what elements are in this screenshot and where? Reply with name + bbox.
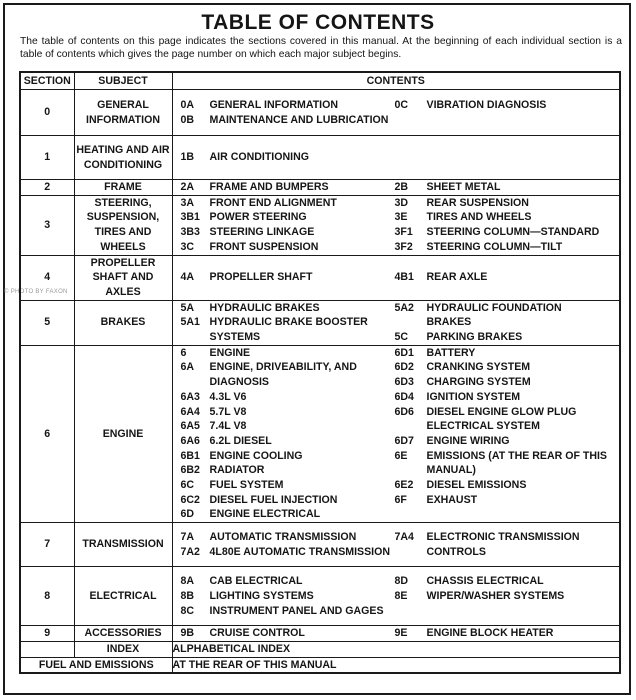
contents-entry [173,463,395,478]
entry-code: 3B3 [180,226,200,239]
entry-title: 5.7L V8 [209,405,247,418]
entry-title: INSTRUMENT PANEL AND GAGES [209,604,384,617]
entry-title: POWER STEERING [209,211,307,224]
entry-title: EXHAUST [426,493,478,506]
entry-code: 3E [394,211,408,224]
section-number: 6 [20,345,74,522]
contents-entry [395,196,609,211]
contents-entry [173,390,395,405]
fuel-emissions-row [20,657,620,673]
entry-title: RADIATOR [209,464,265,477]
entry-code: 8B [180,589,195,602]
section-number: 3 [20,195,74,255]
entry-code: 4A [180,271,195,284]
contents-entry [173,478,395,493]
contents-entry [173,589,395,604]
contents-entry [395,346,609,361]
entry-code: 6A5 [180,420,200,433]
section-contents [172,195,620,255]
contents-entry [395,574,609,589]
entry-title: TIRES AND WHEELS [426,211,532,224]
entry-title: PROPELLER SHAFT [209,271,313,284]
entry-code: 6C2 [180,493,200,506]
entry-code: 6B2 [180,464,200,477]
contents-entry [395,360,609,375]
entry-code: 6B1 [180,449,200,462]
contents-column-right [395,270,609,285]
fuel-emissions-label: FUEL AND EMISSIONS [20,657,172,673]
entry-title: GENERAL INFORMATION [209,98,338,111]
section-contents [172,255,620,300]
page-title: TABLE OF CONTENTS [201,11,435,34]
header-row [20,72,620,90]
entry-title: DIESEL ENGINE GLOW PLUG ELECTRICAL SYSTEM [426,405,577,433]
entry-title: 6.2L DIESEL [209,434,272,447]
entry-title: 4L80E AUTOMATIC TRANSMISSION [209,545,391,558]
section-number: 0 [20,90,74,136]
contents-entry [173,604,395,619]
entry-code: 6A [180,361,195,374]
contents-entry [395,330,609,345]
contents-column-right [395,98,609,113]
entry-code: 0A [180,98,195,111]
entry-code: 3C [180,240,195,253]
contents-column-left [173,98,395,127]
section-subject: ELECTRICAL [74,567,172,626]
section-contents [172,300,620,345]
contents-entry [173,626,395,641]
contents-entry [395,240,609,255]
section-subject: HEATING AND AIR CONDITIONING [74,136,172,180]
section-row [20,90,620,136]
entry-title: FUEL SYSTEM [209,479,284,492]
contents-column-left [173,150,395,165]
contents-entry [173,225,395,240]
section-subject: TRANSMISSION [74,523,172,567]
section-row [20,567,620,626]
section-subject: ENGINE [74,345,172,522]
entry-code: 6D4 [394,390,414,403]
contents-entry [395,225,609,240]
entry-title: STEERING COLUMN—STANDARD [426,226,600,239]
entry-code: 0B [180,113,195,126]
section-number: 2 [20,180,74,196]
section-contents [172,567,620,626]
section-row [20,180,620,196]
contents-column-right [395,574,609,603]
entry-title: HYDRAULIC FOUNDATION BRAKES [426,301,562,329]
entry-title: WIPER/WASHER SYSTEMS [426,589,565,602]
entry-title: HYDRAULIC BRAKE BOOSTER SYSTEMS [209,316,368,344]
entry-title: ENGINE COOLING [209,449,303,462]
entry-title: CHASSIS ELECTRICAL [426,575,544,588]
contents-entry [395,180,609,195]
index-subject: INDEX [74,641,172,657]
section-subject: BRAKES [74,300,172,345]
section-contents [172,136,620,180]
contents-entry [173,530,395,545]
section-subject: ACCESSORIES [74,626,172,642]
entry-title: MAINTENANCE AND LUBRICATION [209,113,389,126]
entry-code: 6E [394,449,408,462]
contents-entry [173,434,395,449]
section-row [20,626,620,642]
contents-entry [173,449,395,464]
section-row [20,255,620,300]
entry-code: 1B [180,151,195,164]
header-subject: SUBJECT [74,72,172,90]
entry-code: 6D6 [394,405,414,418]
entry-title: 7.4L V8 [209,420,247,433]
contents-entry [173,180,395,195]
entry-code: 2A [180,181,195,193]
entry-title: LIGHTING SYSTEMS [209,589,314,602]
contents-entry [173,360,395,389]
entry-code: 6D2 [394,361,414,374]
entry-code: 0C [394,98,409,111]
section-subject: STEERING, SUSPENSION, TIRES AND WHEELS [74,195,172,255]
entry-code: 9E [394,627,408,640]
entry-code: 6D3 [394,376,414,389]
entry-code: 3A [180,196,195,209]
header-contents: CONTENTS [172,72,620,90]
entry-title: VIBRATION DIAGNOSIS [426,98,547,111]
entry-title: EMISSIONS (AT THE REAR OF THIS MANUAL) [426,449,607,477]
entry-title: CRANKING SYSTEM [426,361,531,374]
contents-column-left [173,180,395,195]
contents-entry [173,196,395,211]
contents-column-left [173,196,395,255]
contents-entry [395,301,609,330]
entry-code: 6D7 [394,434,414,447]
entry-title: PARKING BRAKES [426,331,523,344]
entry-code: 7A4 [394,530,414,543]
section-subject: GENERAL INFORMATION [74,90,172,136]
contents-column-left [173,626,395,641]
entry-title: FRONT SUSPENSION [209,240,319,253]
index-row [20,641,620,657]
entry-code: 4B1 [394,271,414,284]
entry-title: REAR AXLE [426,271,488,284]
entry-code: 5A [180,301,195,314]
contents-column-right [395,346,609,508]
entry-code: 8E [394,589,408,602]
contents-entry [395,589,609,604]
section-number: 9 [20,626,74,642]
contents-entry [395,493,609,508]
entry-title: CHARGING SYSTEM [426,376,531,389]
entry-title: AUTOMATIC TRANSMISSION [209,530,357,543]
contents-entry [173,270,395,285]
contents-column-right [395,530,609,559]
contents-entry [173,301,395,316]
contents-entry [173,507,395,522]
entry-code: 6D [180,508,195,521]
contents-entry [395,449,609,478]
contents-column-right [395,180,609,195]
entry-code: 6E2 [394,479,414,492]
entry-code: 6D1 [394,346,414,359]
contents-entry [173,98,395,113]
entry-code: 7A2 [180,545,200,558]
entry-code: 5C [394,331,409,344]
contents-entry [173,545,395,560]
contents-entry [173,405,395,420]
index-section-cell [20,641,74,657]
header-section: SECTION [20,72,74,90]
section-number: 7 [20,523,74,567]
section-number: 4 [20,255,74,300]
contents-entry [395,270,609,285]
contents-column-right [395,301,609,345]
index-contents: ALPHABETICAL INDEX [172,641,620,657]
section-number: 8 [20,567,74,626]
section-contents [172,180,620,196]
entry-code: 6A6 [180,434,200,447]
entry-code: 5A1 [180,316,200,329]
contents-entry [395,626,609,641]
contents-column-right [395,196,609,255]
entry-code: 7A [180,530,195,543]
contents-entry [173,493,395,508]
entry-code: 3D [394,196,409,209]
contents-entry [395,390,609,405]
entry-code: 6A4 [180,405,200,418]
entry-code: 5A2 [394,301,414,314]
entry-code: 3F1 [394,226,413,239]
contents-entry [395,405,609,434]
entry-title: FRONT END ALIGNMENT [209,196,337,209]
entry-title: DIESEL FUEL INJECTION [209,493,338,506]
fuel-emissions-contents: AT THE REAR OF THIS MANUAL [172,657,620,673]
entry-title: REAR SUSPENSION [426,196,529,209]
entry-title: ENGINE ELECTRICAL [209,508,321,521]
entry-title: CAB ELECTRICAL [209,575,303,588]
intro-paragraph: The table of contents on this page indicates the sections covered in this manual. At the beginning of each individual section is a table of contents which gives the page number on which each major subject begins. [20,36,622,60]
section-contents [172,523,620,567]
entry-title: ENGINE [209,346,251,359]
entry-title: CRUISE CONTROL [209,627,305,640]
section-subject: PROPELLER SHAFT AND AXLES [74,255,172,300]
entry-title: ENGINE BLOCK HEATER [426,627,554,640]
section-contents [172,626,620,642]
entry-code: 9B [180,627,195,640]
contents-column-left [173,530,395,559]
entry-title: IGNITION SYSTEM [426,390,521,403]
contents-column-right [395,626,609,641]
entry-title: SHEET METAL [426,181,501,193]
entry-code: 3B1 [180,211,200,224]
entry-code: 2B [394,181,409,193]
contents-entry [173,150,395,165]
entry-code: 8D [394,575,409,588]
section-row [20,136,620,180]
section-contents [172,345,620,522]
section-subject: FRAME [74,180,172,196]
contents-entry [173,419,395,434]
contents-entry [173,113,395,128]
entry-title: 4.3L V6 [209,390,247,403]
contents-table [19,71,621,674]
entry-code: 6A3 [180,390,200,403]
contents-entry [395,530,609,559]
contents-column-left [173,346,395,522]
section-row [20,195,620,255]
entry-code: 3F2 [394,240,413,253]
contents-entry [395,375,609,390]
entry-title: AIR CONDITIONING [209,151,309,164]
section-number: 5 [20,300,74,345]
section-number: 1 [20,136,74,180]
contents-entry [395,478,609,493]
entry-code: 8A [180,575,195,588]
entry-code: 6 [180,346,187,359]
contents-entry [173,315,395,344]
contents-entry [173,574,395,589]
entry-title: HYDRAULIC BRAKES [209,301,320,314]
entry-title: FRAME AND BUMPERS [209,181,329,193]
section-row [20,523,620,567]
entry-title: ELECTRONIC TRANSMISSION CONTROLS [426,530,580,558]
entry-title: ENGINE, DRIVEABILITY, AND DIAGNOSIS [209,361,357,389]
section-row [20,345,620,522]
contents-entry [395,434,609,449]
section-contents [172,90,620,136]
entry-title: STEERING LINKAGE [209,226,315,239]
entry-title: STEERING COLUMN—TILT [426,240,563,253]
contents-entry [395,98,609,113]
contents-entry [395,210,609,225]
entry-title: DIESEL EMISSIONS [426,479,527,492]
entry-title: ENGINE WIRING [426,434,510,447]
entry-code: 8C [180,604,195,617]
contents-entry [173,240,395,255]
contents-column-left [173,574,395,618]
contents-column-left [173,301,395,345]
contents-entry [173,346,395,361]
entry-code: 6C [180,479,195,492]
entry-code: 6F [394,493,407,506]
contents-column-left [173,270,395,285]
entry-title: BATTERY [426,346,476,359]
section-row [20,300,620,345]
contents-entry [173,210,395,225]
photo-watermark: © PHOTO BY FAXON [4,289,68,295]
